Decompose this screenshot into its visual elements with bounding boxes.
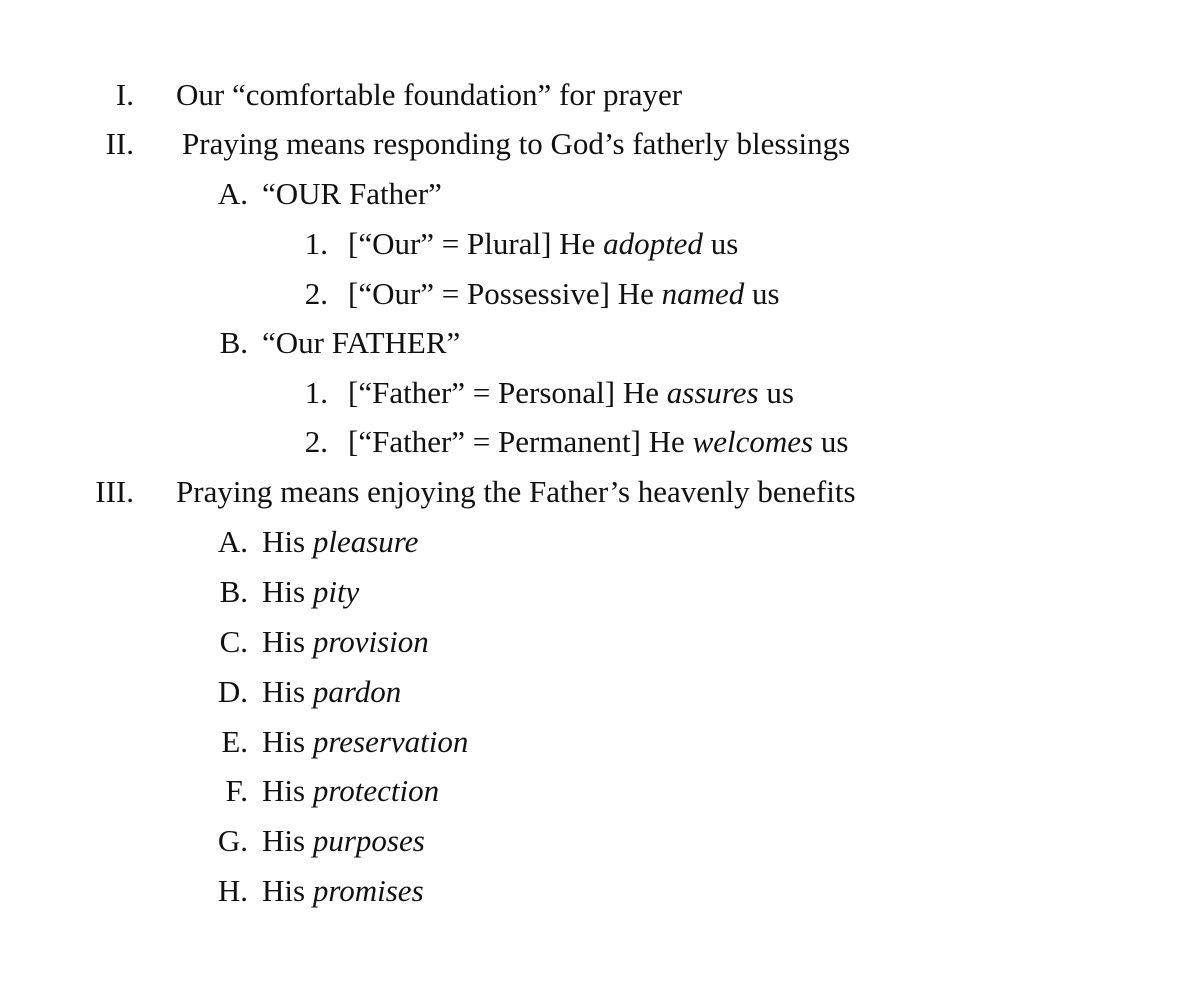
letter-marker: D. [217,674,248,709]
point-text [348,274,780,314]
benefit-text [262,771,439,811]
benefit-prefix: His [262,524,306,559]
outline-heading: Our “comfortable foundation” for prayer [176,77,683,112]
benefit-word: pleasure [312,524,419,559]
subheading: “Our FATHER” [262,325,461,360]
point-prefix: [“Our” = Plural] He [348,226,596,261]
benefit-text [262,722,468,762]
point-text [348,373,794,413]
point-prefix: [“Father” = Permanent] He [348,424,685,459]
point-suffix: us [766,375,794,410]
number-marker: 2. [304,276,328,311]
letter-marker: E. [221,724,248,759]
benefit-text [262,522,418,562]
number-marker: 1. [304,375,328,410]
point-text [348,422,848,462]
emphasized-word: assures [666,375,759,410]
roman-numeral-marker: II. [105,126,134,161]
outline-heading: Praying means responding to God’s fatherly blessings [182,126,851,161]
benefit-prefix: His [262,823,306,858]
point-prefix: [“Our” = Possessive] He [348,276,654,311]
benefit-word: protection [312,773,440,808]
emphasized-word: named [661,276,745,311]
letter-marker: G. [217,823,248,858]
benefit-text [262,871,424,911]
benefit-prefix: His [262,773,306,808]
point-suffix: us [752,276,780,311]
letter-marker: C. [219,624,248,659]
roman-numeral-marker: I. [115,77,134,112]
benefit-word: pity [312,574,360,609]
benefit-word: promises [312,873,424,908]
letter-marker: H. [217,873,248,908]
benefit-word: preservation [312,724,469,759]
benefit-text [262,622,429,662]
benefit-word: pardon [312,674,402,709]
letter-marker: A. [217,176,248,211]
letter-marker: B. [219,325,248,360]
benefit-prefix: His [262,674,306,709]
letter-marker: A. [217,524,248,559]
benefit-word: provision [312,624,429,659]
letter-marker: B. [219,574,248,609]
benefit-prefix: His [262,624,306,659]
benefit-text [262,672,401,712]
outline-heading: Praying means enjoying the Father’s heavenly benefits [176,474,856,509]
benefit-prefix: His [262,724,306,759]
point-suffix: us [820,424,849,459]
point-prefix: [“Father” = Personal] He [348,375,659,410]
benefit-word: purposes [312,823,425,858]
roman-numeral-marker: III. [95,474,134,509]
letter-marker: F. [225,773,248,808]
benefit-prefix: His [262,574,306,609]
emphasized-word: welcomes [692,424,814,459]
benefit-text [262,821,425,861]
emphasized-word: adopted [603,226,703,261]
number-marker: 1. [304,226,328,261]
point-text [348,224,738,264]
benefit-prefix: His [262,873,306,908]
benefit-text [262,572,359,612]
point-suffix: us [710,226,739,261]
subheading: “OUR Father” [262,176,442,211]
number-marker: 2. [304,424,328,459]
